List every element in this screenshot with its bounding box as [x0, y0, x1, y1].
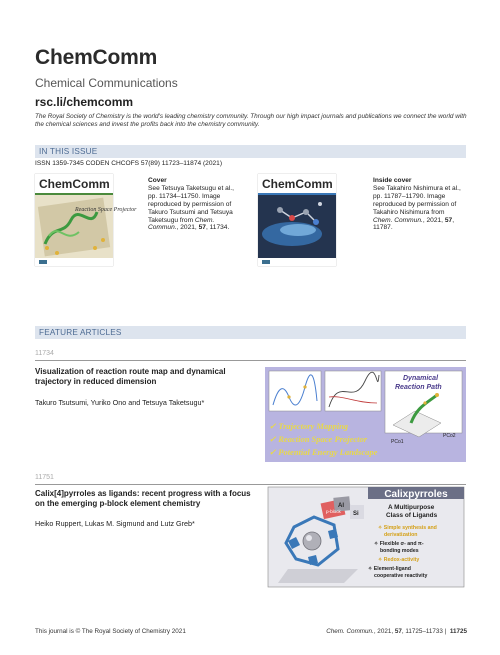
cover-caption	[148, 177, 236, 232]
svg-text:✧ Redox-activity: ✧ Redox-activity	[378, 557, 420, 563]
journal-subtitle: Chemical Communications	[35, 76, 178, 90]
article-authors: Takuro Tsutsumi, Yuriko Ono and Tetsuya Taketsugu*	[35, 398, 205, 407]
article-title[interactable]: Visualization of reaction route map and dynamical trajectory in reduced dimension	[35, 367, 226, 386]
article-divider	[35, 484, 466, 485]
svg-text:✓ Potential Energy Landscape: ✓ Potential Energy Landscape	[269, 447, 378, 457]
cover-illustration	[35, 174, 137, 266]
svg-text:✧ Element-ligand: ✧ Element-ligand	[368, 566, 411, 572]
journal-description: The Royal Society of Chemistry is the world's leading chemistry community. Through our high impact journals and publications we connect the world with the chemical sciences and invest the profits back into the chemistry community.	[35, 113, 467, 129]
svg-text:derivatization: derivatization	[384, 532, 418, 538]
si-label: Si	[353, 511, 359, 517]
in-this-issue-label: IN THIS ISSUE	[39, 147, 98, 156]
svg-text:bonding modes: bonding modes	[380, 548, 419, 554]
axis-label-pco1: PCo1	[391, 439, 404, 445]
article-graphic[interactable]	[268, 487, 464, 587]
article-authors: Heiko Ruppert, Lukas M. Sigmund and Lutz Greb*	[35, 519, 195, 528]
feature-articles-label: FEATURE ARTICLES	[39, 328, 122, 337]
cover-logo: ChemComm	[39, 177, 110, 191]
cover-title: Cover	[148, 177, 167, 184]
footer-citation: Chem. Commun., 2021, 57, 11725–11733 | 11725	[326, 628, 467, 635]
svg-text:Reaction Path: Reaction Path	[395, 384, 442, 391]
svg-text:cooperative reactivity: cooperative reactivity	[374, 573, 428, 579]
svg-text:✓ Reaction Space Projector: ✓ Reaction Space Projector	[269, 434, 368, 444]
svg-text:✓ Trajectory Mapping: ✓ Trajectory Mapping	[269, 421, 349, 431]
inside-cover-image[interactable]	[258, 174, 336, 266]
inside-cover-description: See Takahiro Nishimura et al., pp. 11787–11790. Image reproduced by permission of Takahiro Nishimura from Chem. Commun., 2021, 57, 11787.	[373, 184, 461, 232]
inside-cover-logo: ChemComm	[262, 177, 333, 191]
article-title[interactable]: Calix[4]pyrroles as ligands: recent progress with a focus on the emerging p-block element chemistry	[35, 489, 251, 508]
cover-overlay-text: Reaction Space Projector	[75, 207, 137, 213]
footer-copyright: This journal is © The Royal Society of Chemistry 2021	[35, 628, 186, 635]
svg-text:A Multipurpose: A Multipurpose	[388, 504, 435, 511]
inside-cover-caption	[373, 177, 461, 232]
al-label: Al	[338, 503, 344, 509]
article-divider	[35, 360, 466, 361]
article-graphic[interactable]	[265, 367, 466, 462]
inside-cover-illustration	[258, 174, 336, 266]
article-number: 11734	[35, 350, 54, 357]
svg-text:Dynamical: Dynamical	[403, 375, 439, 382]
bullet-trajectory-mapping: Trajectory Mapping	[278, 421, 349, 431]
cover-description: See Tetsuya Taketsugu et al., pp. 11734–11750. Image reproduced by permission of Takuro Tsutsumi and Tetsuya Taketsugu from Chem. Commun., 2021, 57, 11734.	[148, 184, 234, 232]
journal-url[interactable]: rsc.li/chemcomm	[35, 95, 134, 109]
axis-label-pco2: PCo2	[443, 433, 456, 439]
article-number: 11751	[35, 474, 54, 481]
svg-text:✧ Simple synthesis and: ✧ Simple synthesis and	[378, 525, 437, 531]
calixpyrrole-graphic	[268, 487, 464, 587]
journal-name: ChemComm	[35, 46, 158, 69]
cover-image[interactable]	[35, 174, 137, 266]
feature-articles-bar	[35, 326, 466, 339]
in-this-issue-bar	[35, 145, 466, 158]
svg-text:✧ Flexible σ- and π-: ✧ Flexible σ- and π-	[374, 541, 424, 547]
graphic-heading: Calixpyrroles	[384, 489, 448, 500]
bullet-potential-energy-landscape: Potential Energy Landscape	[278, 447, 378, 457]
bullet-reaction-space-projector: Reaction Space Projector	[278, 434, 368, 444]
reaction-path-graphic	[265, 367, 466, 462]
p-block-label: p-block	[326, 509, 341, 514]
svg-text:Class of Ligands: Class of Ligands	[386, 512, 438, 519]
issn-line: ISSN 1359-7345 CODEN CHCOFS 57(89) 11723–11874 (2021)	[35, 160, 223, 167]
inside-cover-title: Inside cover	[373, 177, 412, 184]
page-number: 11725	[449, 628, 467, 635]
